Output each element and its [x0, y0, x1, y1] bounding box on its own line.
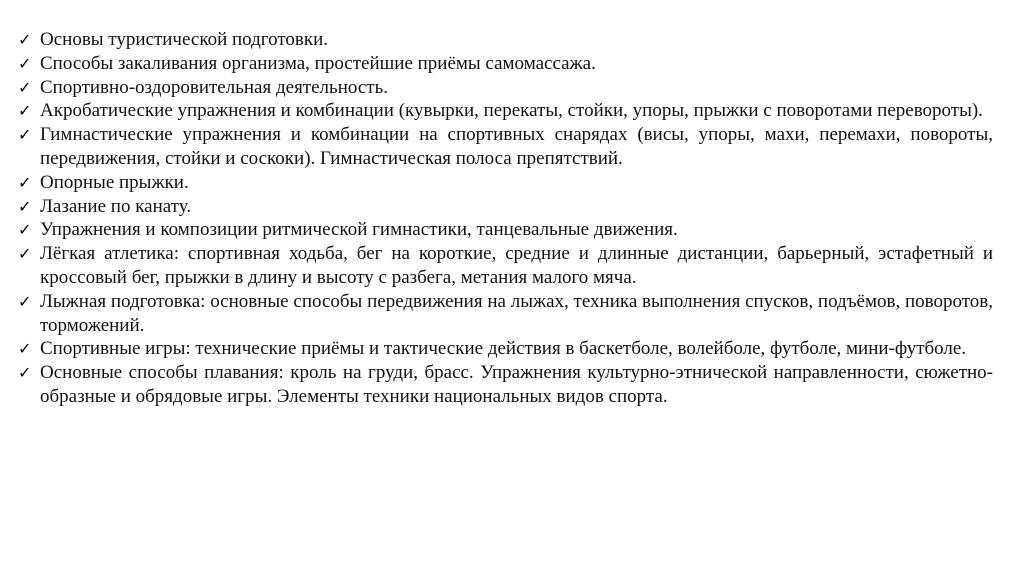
list-item — [18, 195, 993, 219]
list-item-text: Основы туристической подготовки. — [40, 29, 329, 50]
list-item — [18, 28, 993, 52]
check-mark-icon: ✓ — [18, 291, 32, 311]
check-mark-icon: ✓ — [18, 30, 32, 49]
check-mark-icon: ✓ — [18, 244, 32, 264]
list-item-text: Гимнастические упражнения и комбинации на спортивных снарядах (висы, упоры, махи, перемахи, повороты, передвижения, стойки и соскоки). Гимнастическая полоса препятствий. — [40, 124, 993, 169]
list-item-text: Лёгкая атлетика: спортивная ходьба, бег на короткие, средние и длинные дистанции, барьерный, эстафетный и кроссовый бег, прыжки в длину и высоту с разбега, метания малого мяча. — [40, 243, 993, 288]
list-item — [18, 218, 993, 242]
list-item — [18, 361, 993, 409]
list-item — [18, 290, 993, 338]
list-item-text: Лыжная подготовка: основные способы передвижения на лыжах, техника выполнения спусков, подъёмов, поворотов, торможений. — [40, 290, 993, 336]
list-item — [18, 99, 993, 123]
list-item — [18, 171, 993, 195]
check-mark-icon: ✓ — [18, 77, 32, 97]
list-item-text: Способы закаливания организма, простейшие приёмы самомассажа. — [40, 52, 596, 74]
bullet-list — [18, 28, 993, 409]
list-item-text: Спортивные игры: технические приёмы и тактические действия в баскетболе, волейболе, футболе, мини-футболе. — [40, 338, 967, 360]
check-mark-icon: ✓ — [18, 339, 32, 359]
check-mark-icon: ✓ — [18, 172, 32, 192]
list-item-text: Спортивно-оздоровительная деятельность. — [40, 76, 388, 98]
list-item — [18, 76, 993, 100]
list-item-text: Упражнения и композиции ритмической гимнастики, танцевальные движения. — [40, 219, 678, 241]
list-item — [18, 337, 993, 361]
list-item-text: Акробатические упражнения и комбинации (кувырки, перекаты, стойки, упоры, прыжки с поворотами перевороты). — [40, 100, 983, 122]
check-mark-icon: ✓ — [18, 53, 32, 73]
list-item — [18, 242, 993, 290]
check-mark-icon: ✓ — [18, 363, 32, 383]
list-item-text: Лазание по канату. — [40, 195, 192, 217]
check-mark-icon: ✓ — [18, 125, 32, 145]
list-item — [18, 52, 993, 76]
check-mark-icon: ✓ — [18, 220, 32, 240]
check-mark-icon: ✓ — [18, 196, 32, 216]
check-mark-icon: ✓ — [18, 101, 32, 121]
list-item — [18, 123, 993, 171]
list-item-text: Опорные прыжки. — [40, 171, 189, 193]
list-item-text: Основные способы плавания: кроль на груди, брасс. Упражнения культурно-этнической направленности, сюжетно-образные и обрядовые игры. Элементы техники национальных видов спорта. — [40, 362, 993, 407]
